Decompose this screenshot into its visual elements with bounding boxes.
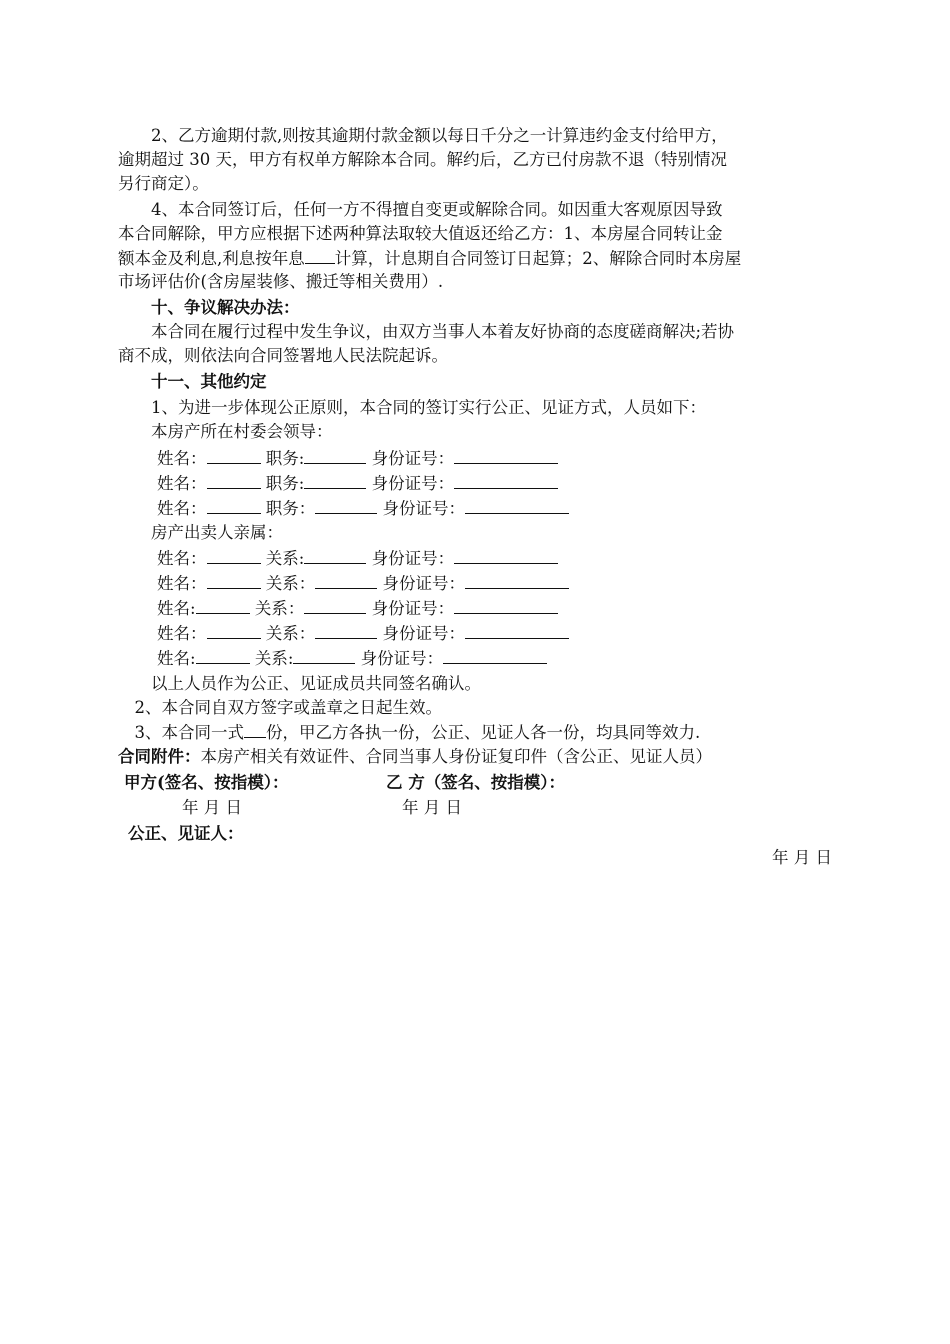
id-label: 身份证号：	[382, 499, 465, 518]
section-11-heading: 十一、其他约定	[118, 372, 267, 391]
seller-relatives-label: 房产出卖人亲属：	[118, 523, 283, 542]
name-blank[interactable]	[207, 546, 261, 564]
relation-label: 关系：	[265, 624, 316, 643]
village-leader-row-3	[157, 496, 569, 521]
id-blank[interactable]	[465, 571, 569, 589]
name-label: 姓名：	[157, 474, 207, 493]
position-blank[interactable]	[304, 471, 366, 489]
relation-blank[interactable]	[293, 646, 355, 664]
relation-label: 关系：	[265, 574, 316, 593]
relation-blank[interactable]	[304, 546, 366, 564]
id-label: 身份证号：	[382, 574, 465, 593]
confirm-line: 以上人员作为公正、见证成员共同签名确认。	[118, 674, 481, 693]
id-blank[interactable]	[454, 446, 558, 464]
interest-rate-blank[interactable]	[305, 246, 335, 264]
relation-blank[interactable]	[315, 571, 377, 589]
name-label: 姓名:	[157, 649, 196, 668]
party-a-date: 年 月 日	[182, 798, 242, 817]
section-10-line-2: 商不成，则依法向合同签署地人民法院起诉。	[118, 346, 448, 365]
party-b-signature-label: 乙 方（签名、按指模）：	[386, 773, 565, 792]
section-11-item-2: 2、本合同自双方签字或盖章之日起生效。	[118, 698, 442, 717]
attachment-label: 合同附件：	[118, 747, 201, 766]
relative-row-5	[157, 646, 547, 671]
relation-label: 关系：	[254, 599, 305, 618]
position-blank[interactable]	[304, 446, 366, 464]
relative-row-4	[157, 621, 569, 646]
copies-blank[interactable]	[244, 720, 266, 738]
name-label: 姓名：	[157, 624, 207, 643]
relation-blank[interactable]	[304, 596, 366, 614]
name-label: 姓名:	[157, 599, 196, 618]
id-blank[interactable]	[465, 496, 569, 514]
section-10-line-1: 本合同在履行过程中发生争议，由双方当事人本着友好协商的态度磋商解决;若协	[118, 322, 735, 341]
position-label: 职务:	[265, 474, 305, 493]
party-b-date: 年 月 日	[402, 798, 462, 817]
id-label: 身份证号：	[371, 449, 455, 468]
notary-label: 公正、见证人：	[128, 824, 244, 843]
relative-row-2	[157, 571, 569, 596]
relation-label: 关系:	[254, 649, 294, 668]
name-label: 姓名：	[157, 499, 207, 518]
notary-date: 年 月 日	[772, 848, 832, 867]
relation-blank[interactable]	[315, 621, 377, 639]
item-3-b: 份，甲乙方各执一份，公正、见证人各一份，均具同等效力.	[266, 723, 701, 742]
id-blank[interactable]	[443, 646, 547, 664]
late-payment-line-3: 另行商定）。	[118, 174, 209, 193]
id-label: 身份证号：	[371, 599, 455, 618]
village-leaders-label: 本房产所在村委会领导：	[118, 422, 333, 441]
id-blank[interactable]	[465, 621, 569, 639]
id-label: 身份证号：	[360, 649, 444, 668]
village-leader-row-2	[157, 471, 558, 496]
no-change-line-2: 本合同解除，甲方应根据下述两种算法取较大值返还给乙方：1、本房屋合同转让金	[118, 224, 723, 243]
name-blank[interactable]	[207, 621, 261, 639]
id-label: 身份证号：	[371, 549, 455, 568]
name-blank[interactable]	[207, 471, 261, 489]
name-blank[interactable]	[207, 571, 261, 589]
id-blank[interactable]	[454, 596, 558, 614]
position-blank[interactable]	[315, 496, 377, 514]
name-blank[interactable]	[207, 446, 261, 464]
no-change-line-3-b: 计算，计息期自合同签订日起算；2、解除合同时本房屋	[334, 249, 742, 268]
name-blank[interactable]	[196, 596, 250, 614]
no-change-line-3-a: 额本金及利息,利息按年息	[118, 249, 305, 268]
attachment-line	[118, 745, 834, 769]
id-blank[interactable]	[454, 471, 558, 489]
village-leader-row-1	[157, 446, 558, 471]
section-11-item-1: 1、为进一步体现公正原则，本合同的签订实行公正、见证方式，人员如下：	[118, 398, 706, 417]
position-label: 职务:	[265, 449, 305, 468]
late-payment-line-2: 逾期超过 30 天，甲方有权单方解除本合同。解约后，乙方已付房款不退（特别情况	[118, 150, 727, 169]
no-change-line-4: 市场评估价(含房屋装修、搬迁等相关费用）.	[118, 272, 444, 291]
id-blank[interactable]	[454, 546, 558, 564]
id-label: 身份证号：	[371, 474, 455, 493]
id-label: 身份证号：	[382, 624, 465, 643]
name-blank[interactable]	[207, 496, 261, 514]
late-payment-line-1: 2、乙方逾期付款,则按其逾期付款金额以每日千分之一计算违约金支付给甲方，	[118, 126, 728, 145]
relative-row-3	[157, 596, 558, 621]
relation-label: 关系:	[265, 549, 305, 568]
name-label: 姓名：	[157, 449, 207, 468]
no-change-line-1: 4、本合同签订后，任何一方不得擅自变更或解除合同。如因重大客观原因导致	[118, 200, 723, 219]
name-label: 姓名：	[157, 574, 207, 593]
section-11-item-3	[118, 720, 834, 745]
section-10-heading: 十、争议解决办法：	[118, 298, 300, 317]
name-blank[interactable]	[196, 646, 250, 664]
name-label: 姓名：	[157, 549, 207, 568]
no-change-line-3	[118, 246, 834, 271]
attachment-text: 本房产相关有效证件、合同当事人身份证复印件（含公正、见证人员）	[200, 747, 712, 766]
position-label: 职务：	[265, 499, 316, 518]
party-a-signature-label: 甲方(签名、按指模）：	[124, 773, 289, 792]
item-3-a: 3、本合同一式	[118, 723, 244, 742]
relative-row-1	[157, 546, 558, 571]
